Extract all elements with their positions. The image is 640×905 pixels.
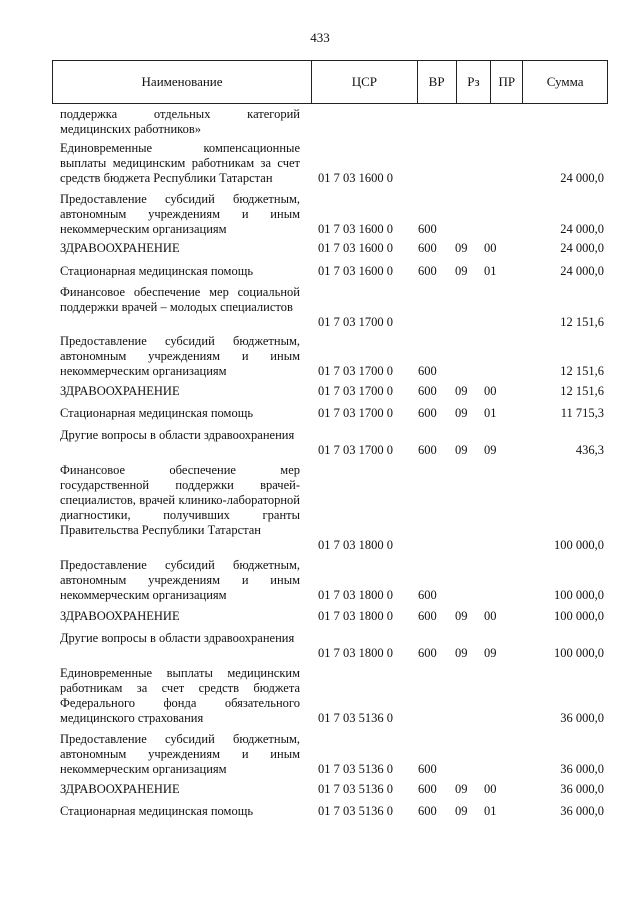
row-vr: 600: [418, 588, 437, 602]
row-csr: 01 7 03 1800 0: [318, 609, 393, 623]
row-pr: 09: [484, 443, 497, 457]
row-sum: 100 000,0: [554, 588, 604, 602]
row-name: Предоставление субсидий бюджетным, автономным учреждениям и иным некоммерческим организациям: [60, 558, 300, 602]
row-name: ЗДРАВООХРАНЕНИЕ: [60, 241, 180, 255]
row-sum: 24 000,0: [560, 222, 604, 236]
row-name: Предоставление субсидий бюджетным, автономным учреждениям и иным некоммерческим организациям: [60, 334, 300, 378]
row-rz: 09: [455, 384, 468, 398]
row-sum: 36 000,0: [560, 762, 604, 776]
row-vr: 600: [418, 804, 437, 818]
row-csr: 01 7 03 1800 0: [318, 538, 393, 552]
header-csr: ЦСР: [312, 61, 418, 103]
row-csr: 01 7 03 1600 0: [318, 241, 393, 255]
row-name: Предоставление субсидий бюджетным, автономным учреждениям и иным некоммерческим организациям: [60, 192, 300, 236]
row-name: Финансовое обеспечение мер государственной поддержки врачей-специалистов, врачей клинико-лабораторной диагностики, получивших гранты Правительства Республики Татарстан: [60, 463, 300, 537]
row-pr: 00: [484, 241, 497, 255]
row-vr: 600: [418, 264, 437, 278]
row-name: Единовременные компенсационные выплаты медицинским работникам за счет средств бюджета Республики Татарстан: [60, 141, 300, 185]
header-sum: Сумма: [546, 74, 584, 89]
row-name: поддержка отдельных категорий медицинских работников»: [60, 107, 300, 136]
row-csr: 01 7 03 1700 0: [318, 315, 393, 329]
row-csr: 01 7 03 1800 0: [318, 588, 393, 602]
row-name: Стационарная медицинская помощь: [60, 406, 254, 420]
row-csr: 01 7 03 5136 0: [318, 762, 393, 776]
row-csr: 01 7 03 1700 0: [318, 443, 393, 457]
row-csr: 01 7 03 1700 0: [318, 384, 393, 398]
row-vr: 600: [418, 782, 437, 796]
row-pr: 00: [484, 782, 497, 796]
row-vr: 600: [418, 646, 437, 660]
row-name: ЗДРАВООХРАНЕНИЕ: [60, 384, 180, 398]
row-name: ЗДРАВООХРАНЕНИЕ: [60, 609, 180, 623]
row-sum: 36 000,0: [560, 711, 604, 725]
row-sum: 36 000,0: [560, 804, 604, 818]
row-csr: 01 7 03 5136 0: [318, 711, 393, 725]
row-vr: 600: [418, 406, 437, 420]
row-sum: 100 000,0: [554, 609, 604, 623]
row-vr: 600: [418, 609, 437, 623]
row-pr: 01: [484, 406, 497, 420]
row-vr: 600: [418, 384, 437, 398]
row-sum: 24 000,0: [560, 264, 604, 278]
row-sum: 12 151,6: [560, 315, 604, 329]
row-vr: 600: [418, 241, 437, 255]
row-name: Финансовое обеспечение мер социальной поддержки врачей – молодых специалистов: [60, 285, 300, 314]
row-sum: 12 151,6: [560, 364, 604, 378]
row-rz: 09: [455, 264, 468, 278]
row-sum: 24 000,0: [560, 171, 604, 185]
header-pr: ПР: [491, 61, 523, 103]
row-sum: 12 151,6: [560, 384, 604, 398]
row-vr: 600: [418, 443, 437, 457]
row-csr: 01 7 03 1600 0: [318, 171, 393, 185]
row-sum: 100 000,0: [554, 646, 604, 660]
row-name: Другие вопросы в области здравоохранения: [60, 631, 295, 645]
row-csr: 01 7 03 5136 0: [318, 782, 393, 796]
row-sum: 36 000,0: [560, 782, 604, 796]
header-vr: ВР: [418, 61, 457, 103]
row-pr: 00: [484, 609, 497, 623]
row-rz: 09: [455, 443, 468, 457]
row-csr: 01 7 03 1700 0: [318, 364, 393, 378]
row-csr: 01 7 03 1600 0: [318, 264, 393, 278]
row-vr: 600: [418, 364, 437, 378]
row-pr: 01: [484, 804, 497, 818]
row-rz: 09: [455, 804, 468, 818]
row-pr: 00: [484, 384, 497, 398]
row-sum: 100 000,0: [554, 538, 604, 552]
row-name: Стационарная медицинская помощь: [60, 804, 254, 818]
row-pr: 01: [484, 264, 497, 278]
row-sum: 436,3: [575, 443, 604, 457]
row-name: ЗДРАВООХРАНЕНИЕ: [60, 782, 180, 796]
page-number: 433: [310, 30, 330, 45]
row-name: Единовременные выплаты медицинским работникам за счет средств бюджета Федерального фонда обязательного медицинского страхования: [60, 666, 300, 725]
row-vr: 600: [418, 222, 437, 236]
row-sum: 24 000,0: [560, 241, 604, 255]
row-csr: 01 7 03 1800 0: [318, 646, 393, 660]
row-rz: 09: [455, 241, 468, 255]
row-csr: 01 7 03 5136 0: [318, 804, 393, 818]
row-pr: 09: [484, 646, 497, 660]
row-rz: 09: [455, 646, 468, 660]
row-rz: 09: [455, 782, 468, 796]
row-name: Предоставление субсидий бюджетным, автономным учреждениям и иным некоммерческим организациям: [60, 732, 300, 776]
row-vr: 600: [418, 762, 437, 776]
row-sum: 11 715,3: [560, 406, 604, 420]
row-rz: 09: [455, 406, 468, 420]
row-name: Другие вопросы в области здравоохранения: [60, 428, 295, 442]
row-rz: 09: [455, 609, 468, 623]
row-name: Стационарная медицинская помощь: [60, 264, 254, 278]
row-csr: 01 7 03 1700 0: [318, 406, 393, 420]
header-rz: Рз: [457, 61, 492, 103]
header-name: Наименование: [53, 61, 312, 103]
row-csr: 01 7 03 1600 0: [318, 222, 393, 236]
